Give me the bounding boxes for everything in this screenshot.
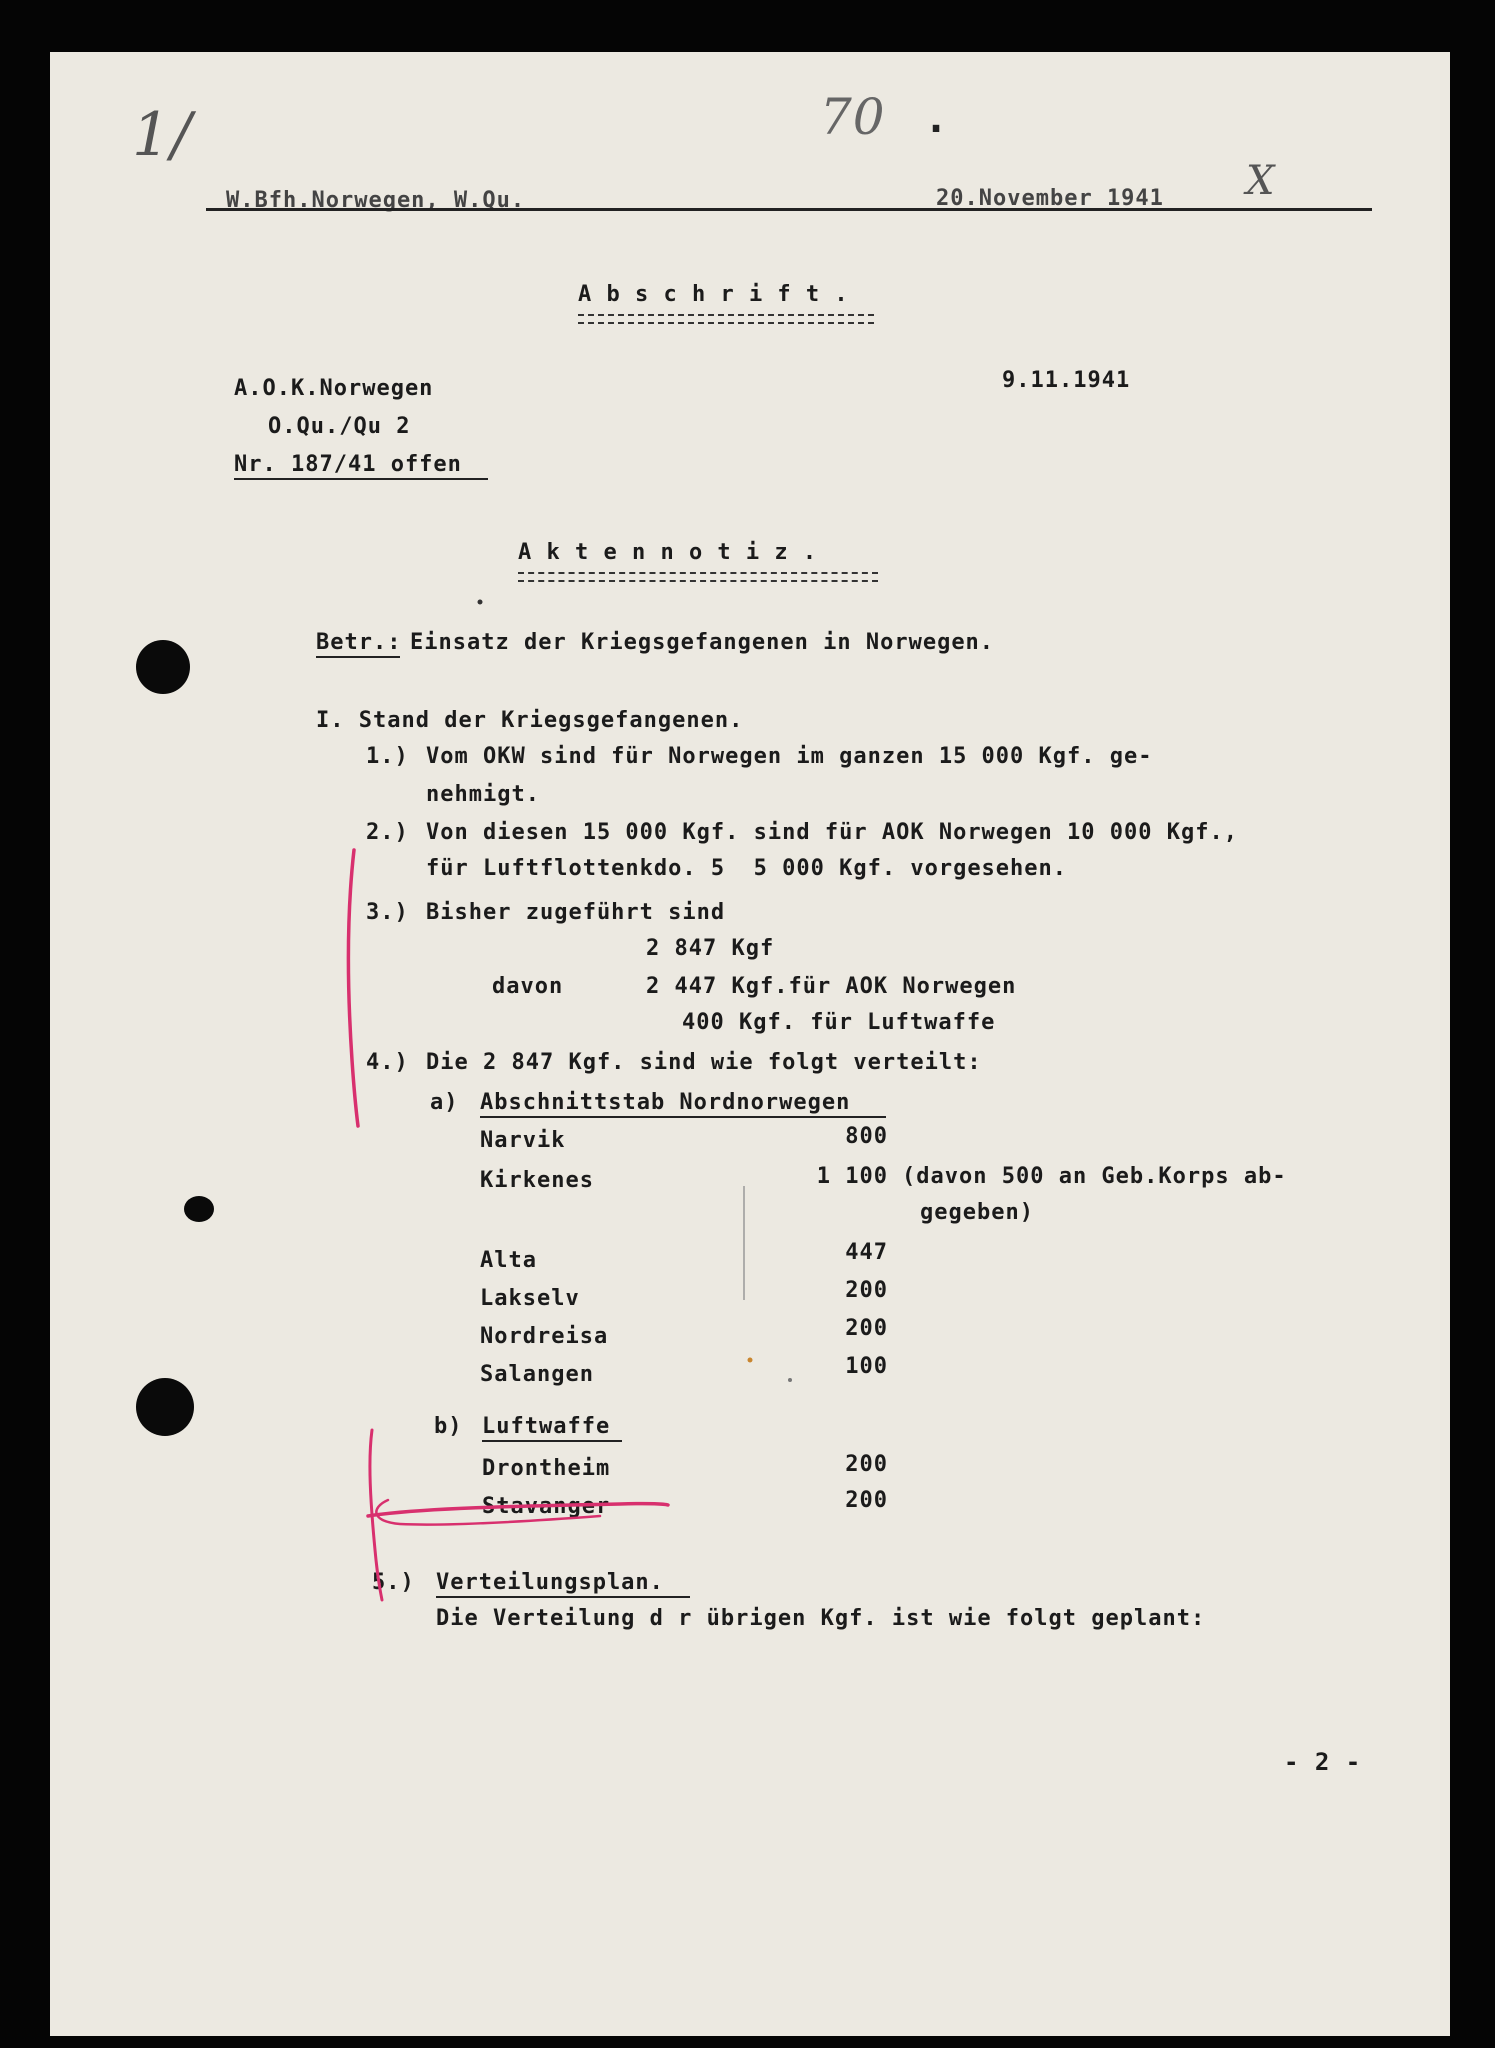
sender-line-1: A.O.K.Norwegen <box>234 376 434 401</box>
point-2-line-2: für Luftflottenkdo. 5 5 000 Kgf. vorgesehen. <box>426 856 1068 881</box>
row-place: Alta <box>480 1248 537 1273</box>
row-count: 200 <box>845 1488 888 1513</box>
group-a-label: a) <box>430 1090 459 1115</box>
subject-text: Einsatz der Kriegsgefangenen in Norwegen. <box>410 630 995 655</box>
row-count: 1 100 <box>816 1164 888 1189</box>
row-place: Narvik <box>480 1128 566 1153</box>
point-2-number: 2.) <box>366 820 409 845</box>
handwritten-page-number: 70 <box>820 88 886 146</box>
point-5-text: Die Verteilung d r übrigen Kgf. ist wie folgt geplant: <box>436 1606 1206 1631</box>
ink-dot-small <box>478 600 483 605</box>
point-3-aok: 2 447 Kgf.für AOK Norwegen <box>646 974 1017 999</box>
page-continuation: - 2 - <box>1284 1748 1362 1776</box>
point-3-line-1: Bisher zugeführt sind <box>426 900 726 925</box>
row-place: Nordreisa <box>480 1324 609 1349</box>
section-1-heading: I. Stand der Kriegsgefangenen. <box>316 708 744 733</box>
row-place: Drontheim <box>482 1456 611 1481</box>
handwritten-cross: X <box>1246 158 1276 204</box>
header-office: W.Bfh.Norwegen, W.Qu. <box>226 188 526 213</box>
point-1-line-2: nehmigt. <box>426 782 540 807</box>
point-5-title: Verteilungsplan. <box>436 1570 664 1595</box>
group-b-title: Luftwaffe <box>482 1414 611 1439</box>
note-title: A k t e n n o t i z . <box>518 540 818 565</box>
row-count: 447 <box>845 1240 888 1265</box>
point-1-line-1: Vom OKW sind für Norwegen im ganzen 15 000 Kgf. ge- <box>426 744 1153 769</box>
row-count: 100 <box>845 1354 888 1379</box>
sender-line-3: Nr. 187/41 offen <box>234 452 462 477</box>
row-place: Kirkenes <box>480 1168 594 1193</box>
group-b-label: b) <box>434 1414 463 1439</box>
point-2-line-1: Von diesen 15 000 Kgf. sind für AOK Norwegen 10 000 Kgf., <box>426 820 1238 845</box>
row-note-line-2: gegeben) <box>920 1200 1034 1225</box>
point-1-number: 1.) <box>366 744 409 769</box>
point-3-total: 2 847 Kgf <box>646 936 775 961</box>
point-3-davon: davon <box>492 974 564 999</box>
header-date: 20.November 1941 <box>936 186 1164 211</box>
row-count: 800 <box>845 1124 888 1149</box>
sender-date: 9.11.1941 <box>1002 368 1131 393</box>
row-place: Stavanger <box>482 1494 611 1519</box>
subject-label: Betr.: <box>316 630 402 655</box>
point-4-number: 4.) <box>366 1050 409 1075</box>
group-a-title: Abschnittstab Nordnorwegen <box>480 1090 851 1115</box>
pencil-mark-left: 1/ <box>132 100 193 170</box>
point-3-luftwaffe: 400 Kgf. für Luftwaffe <box>682 1010 996 1035</box>
row-note-line-1: (davon 500 an Geb.Korps ab- <box>902 1164 1287 1189</box>
row-place: Lakselv <box>480 1286 580 1311</box>
ink-dot: . <box>924 96 950 142</box>
row-count: 200 <box>845 1316 888 1341</box>
point-4-line-1: Die 2 847 Kgf. sind wie folgt verteilt: <box>426 1050 982 1075</box>
red-pencil-strike <box>368 1504 668 1516</box>
row-count: 200 <box>845 1278 888 1303</box>
row-place: Salangen <box>480 1362 594 1387</box>
document-type-title: A b s c h r i f t . <box>578 282 849 307</box>
point-5-number: 5.) <box>372 1570 415 1595</box>
ink-dot-small <box>788 1378 792 1382</box>
row-count: 200 <box>845 1452 888 1477</box>
point-3-number: 3.) <box>366 900 409 925</box>
red-pencil-bracket <box>349 850 359 1126</box>
small-orange-dot <box>748 1358 753 1363</box>
sender-line-2: O.Qu./Qu 2 <box>268 414 411 439</box>
